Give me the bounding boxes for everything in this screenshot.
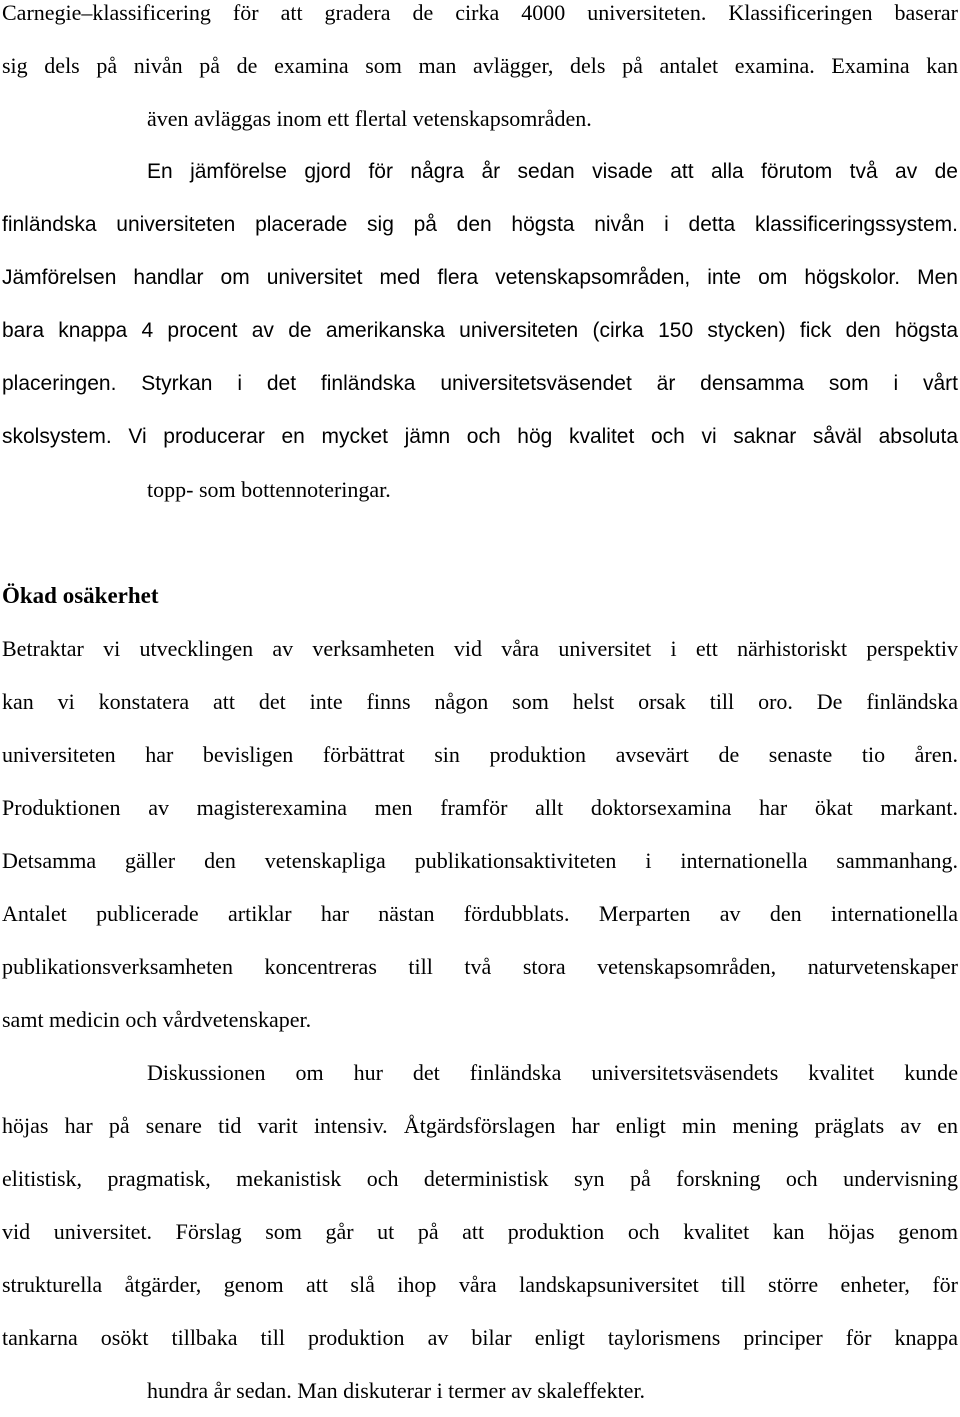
paragraph-1-line-1: Carnegie–klassificering för att gradera de cirka 4000 universiteten. Klassificeringen baserar <box>2 0 958 25</box>
paragraph-2-line-3: Jämförelsen handlar om universitet med flera vetenskapsområden, inte om högskolor. Men <box>2 266 958 289</box>
paragraph-2-line-1: En jämförelse gjord för några år sedan visade att alla förutom två av de <box>147 160 958 183</box>
paragraph-2-line-4: bara knappa 4 procent av de amerikanska universiteten (cirka 150 stycken) fick den högsta <box>2 319 958 342</box>
paragraph-4-line-4: vid universitet. Förslag som går ut på att produktion och kvalitet kan höjas genom <box>2 1219 958 1244</box>
paragraph-3-line-8: samt medicin och vårdvetenskaper. <box>2 1007 312 1032</box>
paragraph-2-line-7: topp- som bottennoteringar. <box>147 477 391 502</box>
paragraph-4-line-6: tankarna osökt tillbaka till produktion av bilar enligt taylorismens principer för knappa <box>2 1325 958 1350</box>
paragraph-4-line-5: strukturella åtgärder, genom att slå ihop våra landskapsuniversitet till större enheter, för <box>2 1272 958 1297</box>
paragraph-3-line-7: publikationsverksamheten koncentreras till två stora vetenskapsområden, naturvetenskaper <box>2 954 958 979</box>
section-heading: Ökad osäkerhet <box>2 583 159 608</box>
paragraph-3-line-3: universiteten har bevisligen förbättrat sin produktion avsevärt de senaste tio åren. <box>2 742 958 767</box>
paragraph-2-line-2: finländska universiteten placerade sig på den högsta nivån i detta klassificeringssystem. <box>2 213 958 236</box>
paragraph-4-line-1: Diskussionen om hur det finländska universitetsväsendets kvalitet kunde <box>147 1060 958 1085</box>
paragraph-3-line-5: Detsamma gäller den vetenskapliga publikationsaktiviteten i internationella sammanhang. <box>2 848 958 873</box>
paragraph-4-line-2: höjas har på senare tid varit intensiv. Åtgärdsförslagen har enligt min mening präglats av en <box>2 1113 958 1138</box>
paragraph-4-line-7: hundra år sedan. Man diskuterar i termer av skaleffekter. <box>147 1378 646 1403</box>
paragraph-4-line-3: elitistisk, pragmatisk, mekanistisk och deterministisk syn på forskning och undervisning <box>2 1166 958 1191</box>
paragraph-1-line-3: även avläggas inom ett flertal vetenskapsområden. <box>147 106 592 131</box>
paragraph-3-line-4: Produktionen av magisterexamina men framför allt doktorsexamina har ökat markant. <box>2 795 958 820</box>
paragraph-3-line-6: Antalet publicerade artiklar har nästan fördubblats. Merparten av den internationella <box>2 901 958 926</box>
paragraph-1-line-2: sig dels på nivån på de examina som man avlägger, dels på antalet examina. Examina kan <box>2 53 958 78</box>
paragraph-3-line-2: kan vi konstatera att det inte finns någon som helst orsak till oro. De finländska <box>2 689 958 714</box>
paragraph-2-line-5: placeringen. Styrkan i det finländska universitetsväsendet är densamma som i vårt <box>2 372 958 395</box>
paragraph-3-line-1: Betraktar vi utvecklingen av verksamheten vid våra universitet i ett närhistoriskt perspektiv <box>2 636 958 661</box>
paragraph-2-line-6: skolsystem. Vi producerar en mycket jämn och hög kvalitet och vi saknar såväl absoluta <box>2 425 958 448</box>
